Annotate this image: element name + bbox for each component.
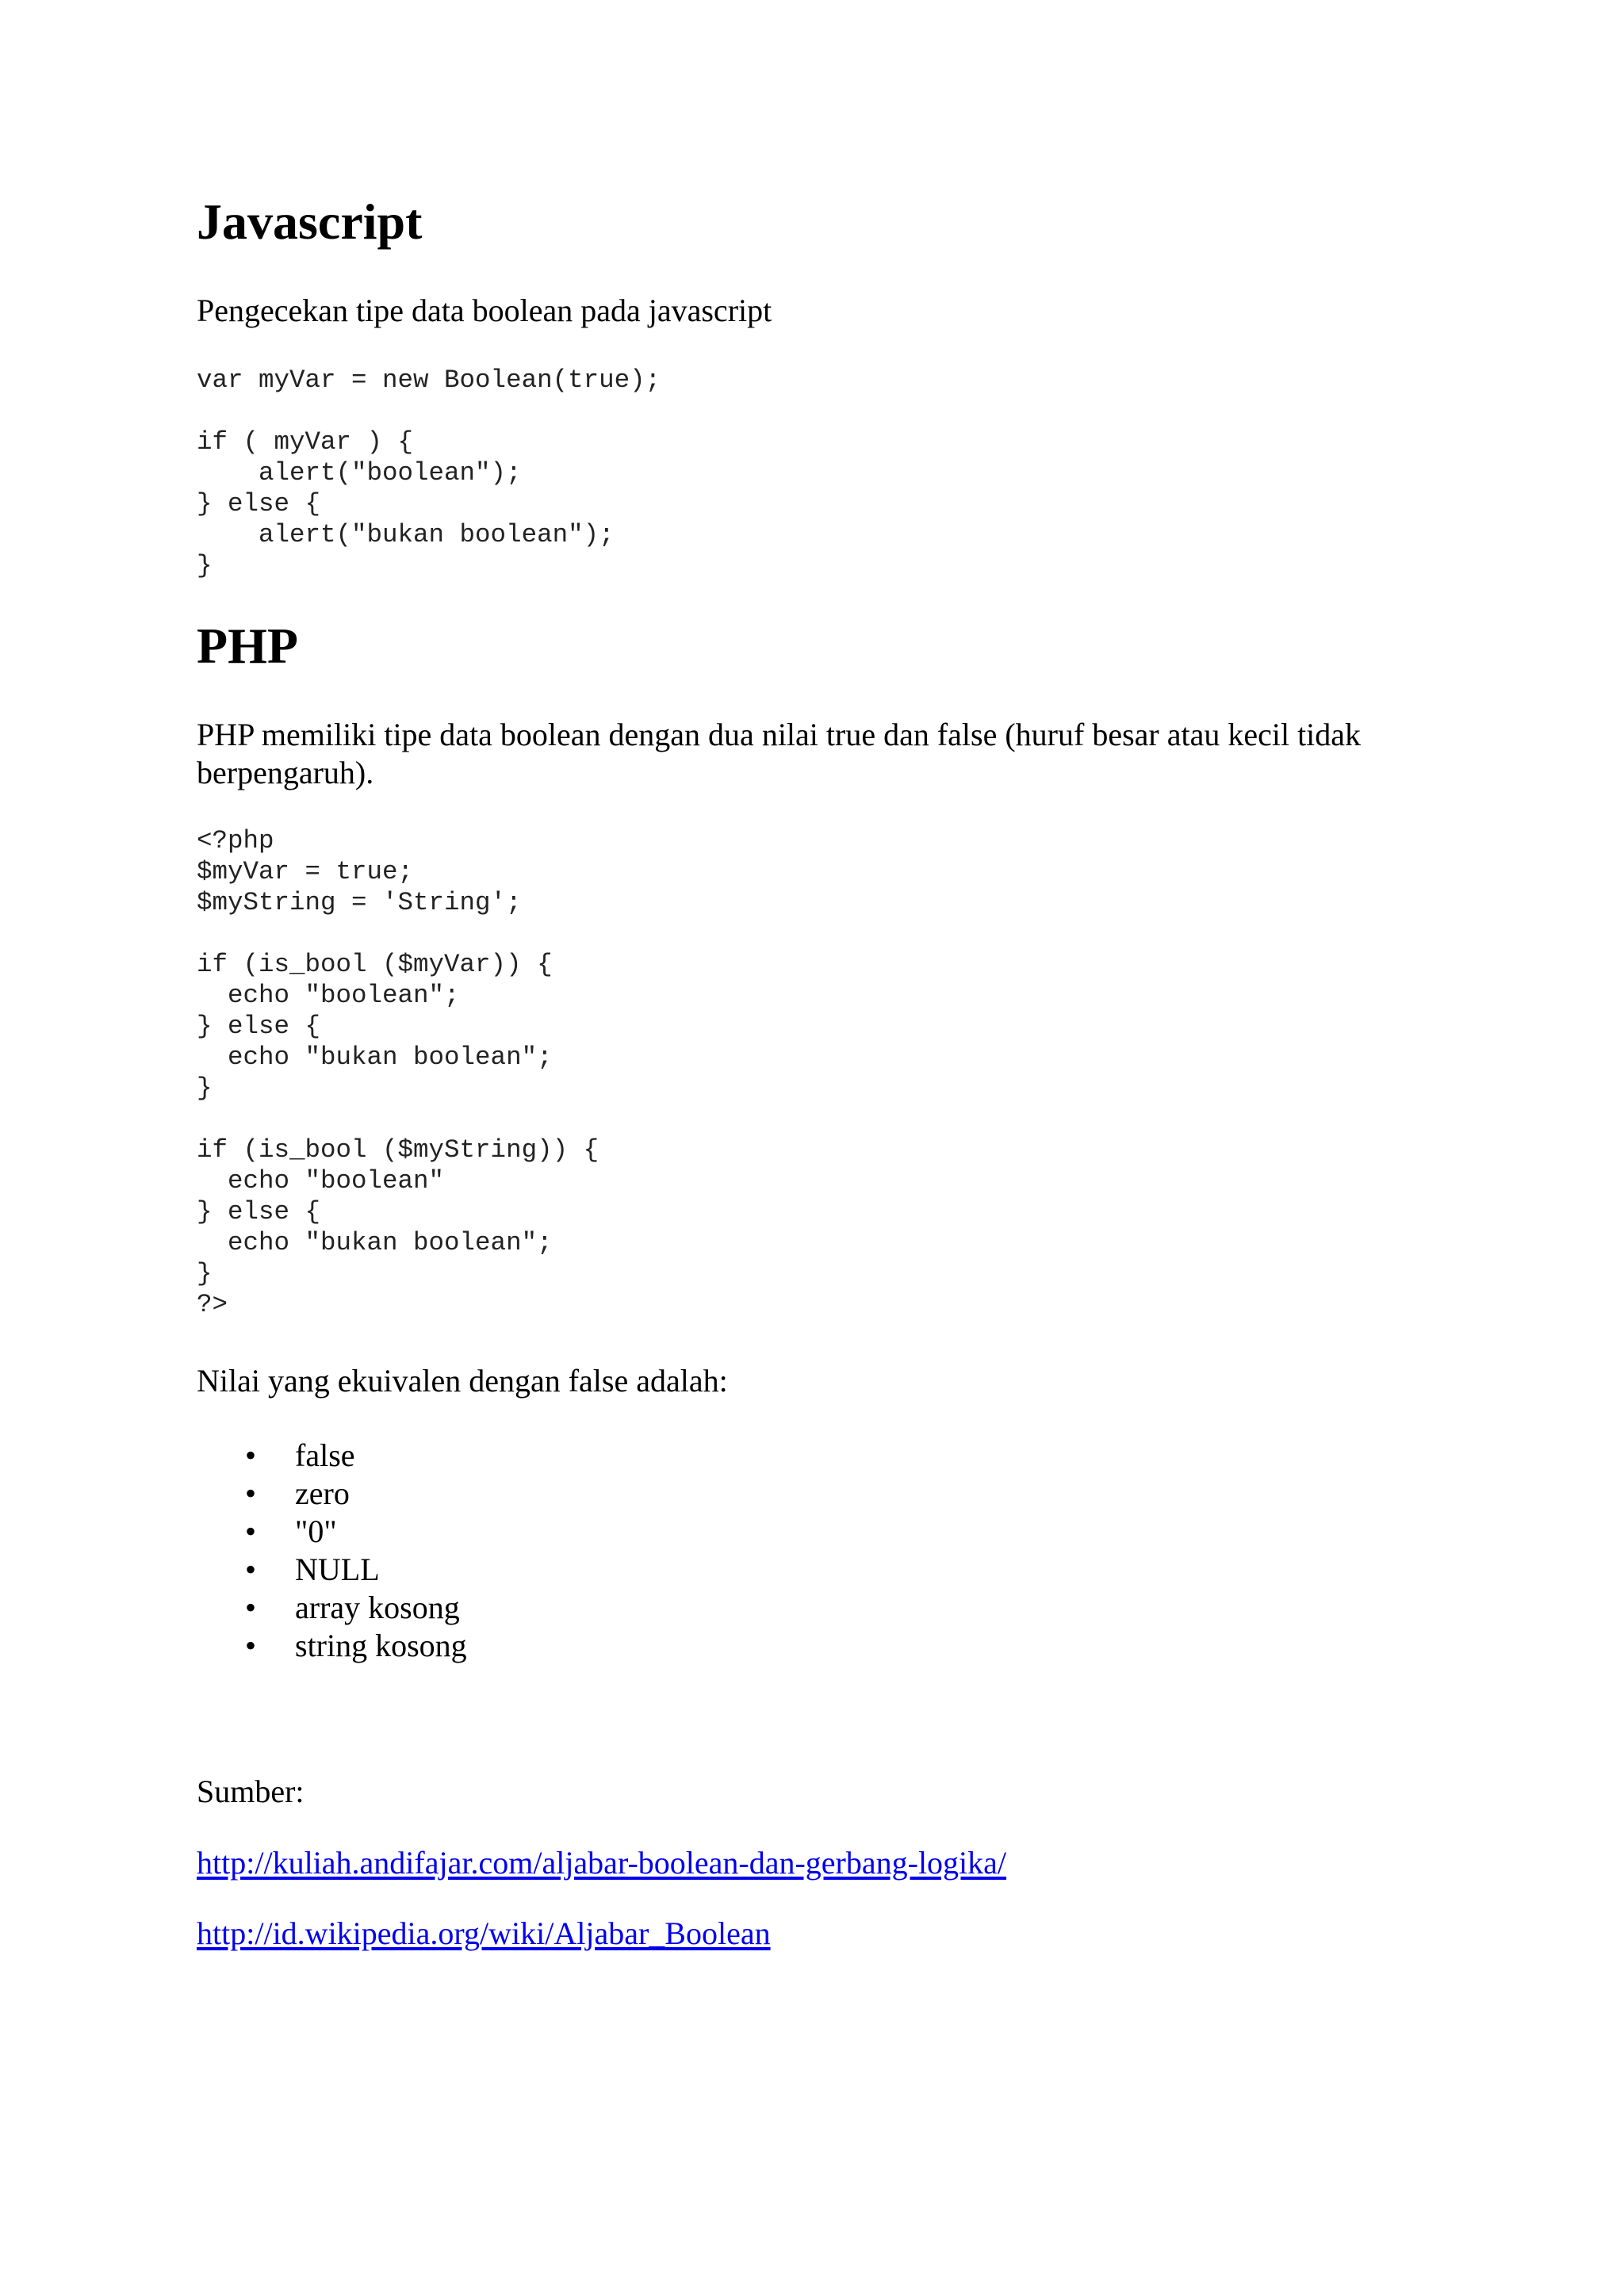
php-heading: PHP: [197, 618, 298, 674]
source-link-andifajar[interactable]: http://kuliah.andifajar.com/aljabar-boolean-dan-gerbang-logika/: [197, 1845, 1007, 1881]
bullet-icon: •: [245, 1552, 257, 1587]
php-code-block: <?php $myVar = true; $myString = 'String'; if (is_bool ($myVar)) { echo "boolean"; } else { echo "bukan boolean"; } if (is_bool ($myString)) { echo "boolean" } else { echo "bukan boolean"; } ?>: [197, 826, 599, 1319]
source-link-row-1: [197, 1844, 1006, 1882]
php-intro-line-2: berpengaruh).: [197, 755, 374, 790]
source-link-wikipedia[interactable]: http://id.wikipedia.org/wiki/Aljabar_Boolean: [197, 1915, 771, 1951]
javascript-intro: Pengecekan tipe data boolean pada javascript: [197, 293, 772, 328]
false-values-list: [197, 1437, 831, 1665]
bullet-icon: •: [245, 1590, 257, 1625]
list-item: • false: [245, 1437, 355, 1473]
javascript-code-block: var myVar = new Boolean(true); if ( myVar ) { alert("boolean"); } else { alert("bukan boolean"); }: [197, 365, 661, 580]
bullet-icon: •: [245, 1513, 257, 1549]
javascript-heading: Javascript: [197, 193, 423, 250]
list-item: • NULL: [245, 1552, 380, 1587]
list-item: • array kosong: [245, 1590, 460, 1625]
bullet-icon: •: [245, 1475, 257, 1511]
sources-label: Sumber:: [197, 1774, 304, 1809]
bullet-icon: •: [245, 1437, 257, 1473]
false-values-intro: Nilai yang ekuivalen dengan false adalah:: [197, 1363, 728, 1399]
php-intro-line-1: PHP memiliki tipe data boolean dengan dua nilai true dan false (huruf besar atau kecil tidak: [197, 717, 1362, 752]
list-item: • zero: [245, 1475, 350, 1511]
bullet-icon: •: [245, 1628, 257, 1663]
list-item: • "0": [245, 1513, 337, 1549]
list-item: • string kosong: [245, 1628, 467, 1663]
source-link-row-2: [197, 1915, 771, 1953]
